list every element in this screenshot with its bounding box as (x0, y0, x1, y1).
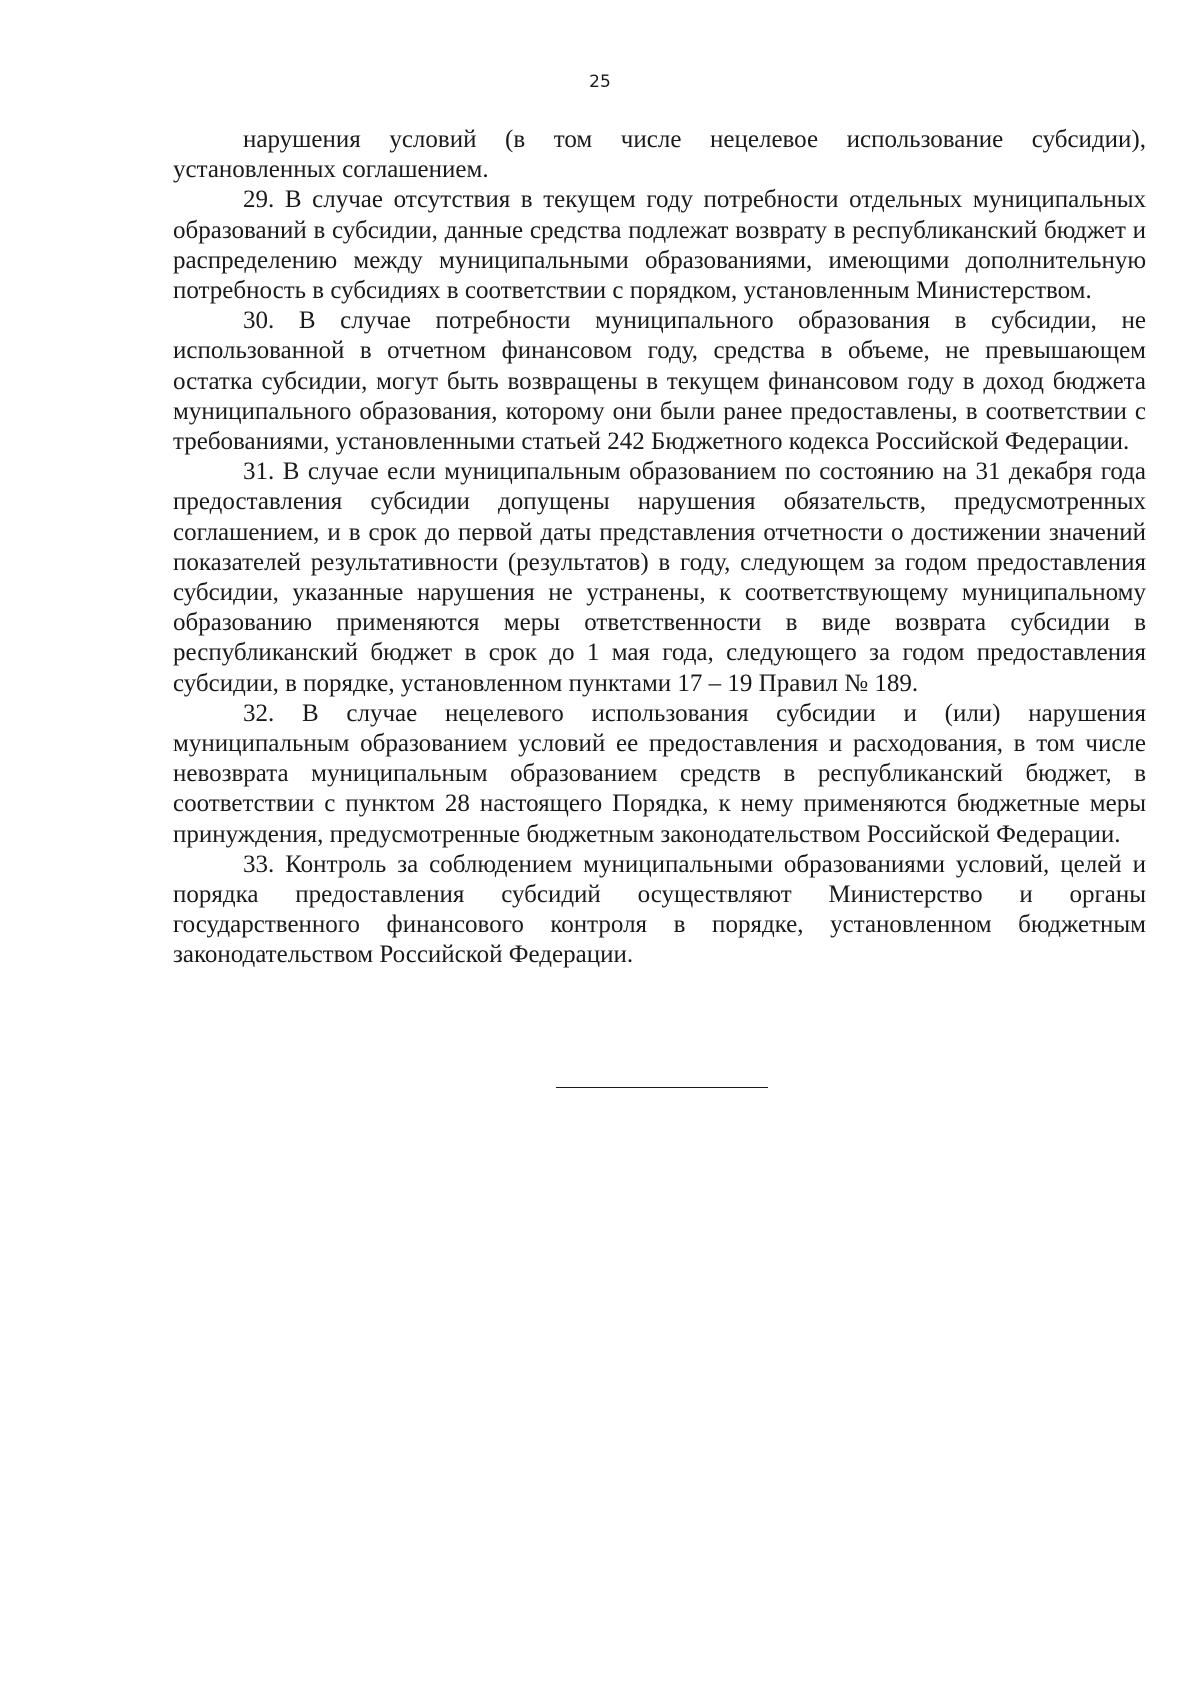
paragraph-32: 32. В случае нецелевого использования субсидии и (или) нарушения муниципальным образованием условий ее предоставления и расходования, в том числе невозврата муниципальным образованием средств в республиканский бюджет, в соответствии с пунктом 28 настоящего Порядка, к нему применяются бюджетные меры принуждения, предусмотренные бюджетным законодательством Российской Федерации. (173, 699, 1146, 848)
paragraph-33: 33. Контроль за соблюдением муниципальными образованиями условий, целей и порядка предоставления субсидий осуществляют Министерство и органы государственного финансового контроля в порядке, установленном бюджетным законодательством Российской Федерации. (173, 850, 1146, 969)
document-body (173, 125, 1146, 971)
paragraph-30: 30. В случае потребности муниципального образования в субсидии, не использованной в отчетном финансовом году, средства в объеме, не превышающем остатка субсидии, могут быть возвращены в текущем финансовом году в доход бюджета муниципального образования, которому они были ранее предоставлены, в соответствии с требованиями, установленными статьей 242 Бюджетного кодекса Российской Федерации. (173, 307, 1146, 456)
paragraph-29: 29. В случае отсутствия в текущем году потребности отдельных муниципальных образований в субсидии, данные средства подлежат возврату в республиканский бюджет и распределению между муниципальными образованиями, имеющими дополнительную потребность в субсидиях в соответствии с порядком, установленным Министерством. (173, 186, 1146, 305)
paragraph-continuation: нарушения условий (в том числе нецелевое использование субсидии), установленных соглашением. (173, 126, 1146, 184)
paragraph-31: 31. В случае если муниципальным образованием по состоянию на 31 декабря года предоставления субсидии допущены нарушения обязательств, предусмотренных соглашением, и в срок до первой даты представления отчетности о достижении значений показателей результативности (результатов) в году, следующем за годом предоставления субсидии, указанные нарушения не устранены, к соответствующему муниципальному образованию применяются меры ответственности в виде возврата субсидии в республиканский бюджет в срок до 1 мая года, следующего за годом предоставления субсидии, в порядке, установленном пунктами 17 – 19 Правил № 189. (173, 458, 1146, 697)
page-number: 25 (589, 72, 611, 92)
end-of-document-rule (556, 1087, 768, 1088)
